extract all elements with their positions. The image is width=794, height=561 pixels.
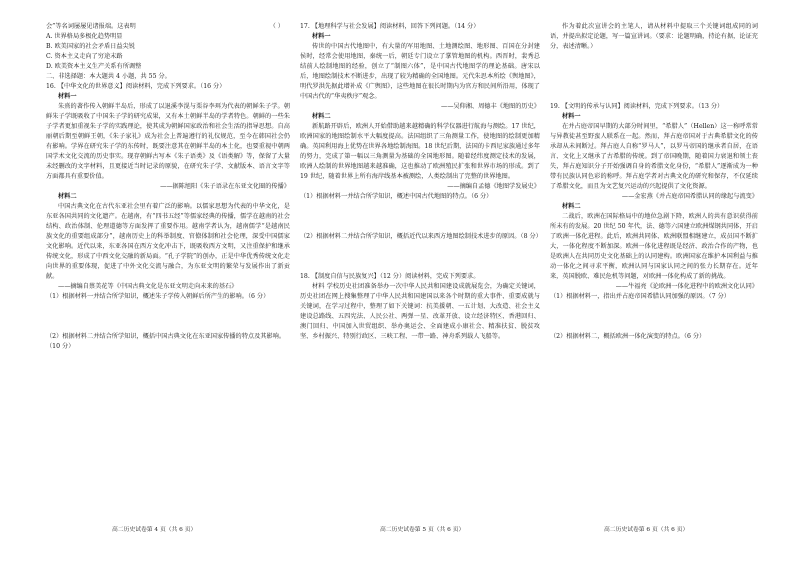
- q18-instructions: 作为着此次宣讲会的主笔人，请从材料中提取三个关键词组成同的词语，并提出拟定论题，写一篇宣讲词。（要求：论题明确，持论有据，论证充分，表述清晰。）: [550, 23, 758, 50]
- material-2-label: 材料二: [312, 113, 331, 120]
- material-1-label: 材料一: [312, 33, 331, 40]
- section-heading: 二、非选择题：本大题共 4 小题，共 55 分。: [46, 73, 171, 80]
- column-page-4: [46, 22, 290, 352]
- page-footer-4: 高二历史试卷第 4 页（共 6 页）: [112, 527, 197, 533]
- material-2-label: 材料二: [58, 193, 77, 200]
- q17-title: 17. 【地理科学与社会发展】阅读材料，回答下列问题。（14 分）: [300, 23, 480, 30]
- q18-title: 18. 【制度自信与民族复兴】（12 分）阅读材料，完成下列要求。: [300, 273, 480, 280]
- q16-sub-2: （2）根据材料二并结合所学知识，概括中国古典文化在东亚国家传播的特点及其影响。（10 分）: [46, 333, 286, 350]
- material-1-text: 在并占庭帝国早期的大部分时间里，“希腊人”（Hellen）这一称呼常常与异教徒甚至野蛮人联系在一起。然而，拜占庭帝国对于古典希腊文化的传承却从未间断过。拜占庭人自称“罗马人”，以罗马帝国的继承者自居，在语言、文化上又继承了古希腊的传统。到了帝国晚期，随着国力衰退和领土丧失，拜占庭知识分子开始强调自身的希腊文化身份，“希腊人”逐渐成为一种带有民族认同色彩的称呼。拜占庭学者对古典文化的研究和保存，不仅延续了希腊文化，而且为文艺复兴运动的兴起提供了文化资源。: [550, 123, 758, 190]
- option-a: A. 世界格局多极化趋势明显: [46, 33, 123, 40]
- material-2-text: 新航路开辟后，欧洲人开始借助越来越精确的科学仪器进行航海与测绘。17 世纪，欧洲国家的地图绘制水平大幅度提高。法国组织了三角测量工作，使地图的绘制更加精确。英国利用海上优势在世界各地绘制海图。18 世纪后期，法国的卡西尼家族通过多年的努力，完成了第一幅以三角测量为基础的全国地形图。随着经纬度测定技术的发展，欧洲人绘制的世界地图越来越准确，这也推动了欧洲殖民扩张和世界市场的形成。到了 19 世纪，随着世界上所有海岸线基本被测绘，人类绘制出了完整的世界地图。: [300, 123, 540, 180]
- q19-sub-2: （2）根据材料二，概括欧洲一体化演变的特点。（6 分）: [550, 333, 706, 340]
- material-2-label: 材料二: [562, 203, 581, 210]
- page-footer-6: 高二历史试卷第 6 页（共 6 页）: [604, 527, 689, 533]
- q19-sub-1: （1）根据材料一，指出并占庭帝国希腊认同加强的原因。（7 分）: [550, 293, 730, 300]
- material-2-text: 二战后，欧洲在国际格局中的地位急剧下降，欧洲人的共有意识获得前所未有的发展。20 世纪 50 年代，法、德等六国建立欧洲煤钢共同体，开启了欧洲一体化进程。此后，欧洲共同体、欧洲联盟相继建立，成员国不断扩大，一体化程度不断加深。欧洲一体化进程既是经济、政治合作的产物，也是欧洲人在共同历史文化基础上的认同建构。欧洲国家在维护本国利益与推动一体化之间寻求平衡，欧洲认同与国家认同之间的张力长期存在。近年来，英国脱欧、难民危机等问题，对欧洲一体化构成了新的挑战。: [550, 213, 758, 280]
- answer-bracket: （ ）: [269, 23, 284, 30]
- q19-title: 19. 【文明的传承与认同】阅读材料，完成下列要求。（13 分）: [550, 103, 724, 110]
- q16-sub-1: （1）根据材料一并结合所学知识，概述朱子学传入朝鲜后所产生的影响。（6 分）: [46, 293, 270, 300]
- material-1-source: ——吴仰湘、周德丰《地图的历史》: [441, 103, 540, 110]
- option-c: C. 资本主义走向了穷途末路: [46, 53, 123, 60]
- material-2-source: ——摘编自孟德《地图学发展史》: [447, 183, 540, 190]
- material-2-source: ——牛福亮《论欧洲一体化进程中的欧洲文化认同》: [615, 283, 758, 290]
- q16-title: 16. 【中华文化的世界意义】阅读材料，完成下列要求。（16 分）: [46, 83, 226, 90]
- material-2-text: 中国古典文化在古代东亚社会里有着广泛的影响。以儒家思想为代表的中华文化，是东亚各国共同的文化遗产。在越南，有“四书五经”等儒家经典的传播，儒学在越南的社会结构、政治体制、伦理道德等方面发挥了重要作用。越南学者认为，越南儒学“是越南民族文化的重要组成部分”，越南历史上的科举制度、官僚体制和社会伦理，深受中国儒家文化影响。近代以来，东亚各国在西方文化冲击下，既吸收西方文明，又注重保护和继承传统文化，形成了中西文化交融的新局面。“孔子学院”的创办，正是中华优秀传统文化走向世界的重要体现，促进了中外文化交流与融合，为东亚文明的繁荣与发展作出了新贡献。: [46, 203, 290, 280]
- q18-material-text: 材料 学校历史社团准备举办一次中华人民共和国建设成就展览会，为确定关键词，历史社团在网上搜集整理了中华人民共和国建国以来各个时期的重大事件、重要成就与关键词，在学习过程中，整理了如下关键词：抗美援朝、一五计划、大改造、社会主义建设总路线、五四宪法、人民公社、两弹一星、改革开放、设立经济特区、香港回归、澳门回归、中国加入世贸组织、举办奥运会、全面建成小康社会、精准扶贫、脱贫攻坚、乡村振兴、特别行政区、三峡工程、一带一路、神舟系列载人飞船等。: [300, 283, 540, 340]
- material-1-label: 材料一: [58, 93, 77, 100]
- material-1-source: ——金宏燕《并占庭帝国希腊认同的缘起与流变》: [621, 193, 758, 200]
- column-page-5: [300, 22, 540, 342]
- q17-sub-1: （1）根据材料一并结合所学知识，概述中国古代地图的特点。（6 分）: [300, 193, 493, 200]
- material-1-source: ——据陈旭阳《朱子语录在东亚文化圈的传播》: [160, 183, 290, 190]
- column-page-6: [550, 22, 758, 342]
- material-1-label: 材料一: [562, 113, 581, 120]
- material-1-text: 朱熹的著作传入朝鲜半岛后，形成了以退溪李滉与栗谷李珥为代表的朝鲜朱子学。朝鲜朱子学既吸收了中国朱子学的研究成果，又有本土朝鲜半岛的学者特色。朝鲜的一些朱子学者更加重视朱子学的实践理论，使其成为朝鲜国家政治和社会生活的指导思想。自高丽朝后期至朝鲜王朝，《朱子家礼》成为社会上普遍遵行的礼仪规范，至今在韩国社会仍有影响。学界在研究朱子学的东传时，既要注意其在朝鲜半岛的本土化，也要重视中朝两国学术文化交流的历史事实。现存朝鲜古写本《朱子语类》及《语类解》等，保留了大量未经删改的文字材料，且更接近当时记录的原貌，在研究朱子学、文献版本、语言文字等方面都具有重要价值。: [46, 103, 290, 180]
- question-stem-tail: 会”等名词屡屡见诸报端。这表明: [46, 23, 136, 30]
- q17-sub-2: （2）根据材料二并结合所学知识，概括近代以来西方地图绘制技术进步的原因。（8 分）: [300, 233, 542, 240]
- option-d: D. 欧美资本主义生产关系有所调整: [46, 63, 142, 70]
- option-b: B. 欧美国家的社会矛盾日益尖锐: [46, 43, 135, 50]
- material-2-source: ——摘编自蔡美花等《中国古典文化是东亚文明走向未来的基石》: [58, 283, 238, 290]
- page-footer-5: 高二历史试卷第 5 页（共 6 页）: [380, 527, 465, 533]
- material-1-text: 传世的中国古代地图中，有大量的军用地图、土地测绘图、地形图、百国在分封建侯时，经常会使用地图，秦统一后，朝廷专门设立了掌管地图的机构。西晋时，裴秀总结前人绘制地图的经验，创立了“制图六体”，是中国古代地图学的理论基础。唐宋以后，地图绘制技术不断进步，出现了较为精确的全国地图。元代朱思本所绘《舆地图》，明代罗洪先据此增补成《广舆图》，这些地图在很长时期内为官方和民间所沿用，体现了中国古代的“华夷秩序”观念。: [300, 43, 540, 100]
